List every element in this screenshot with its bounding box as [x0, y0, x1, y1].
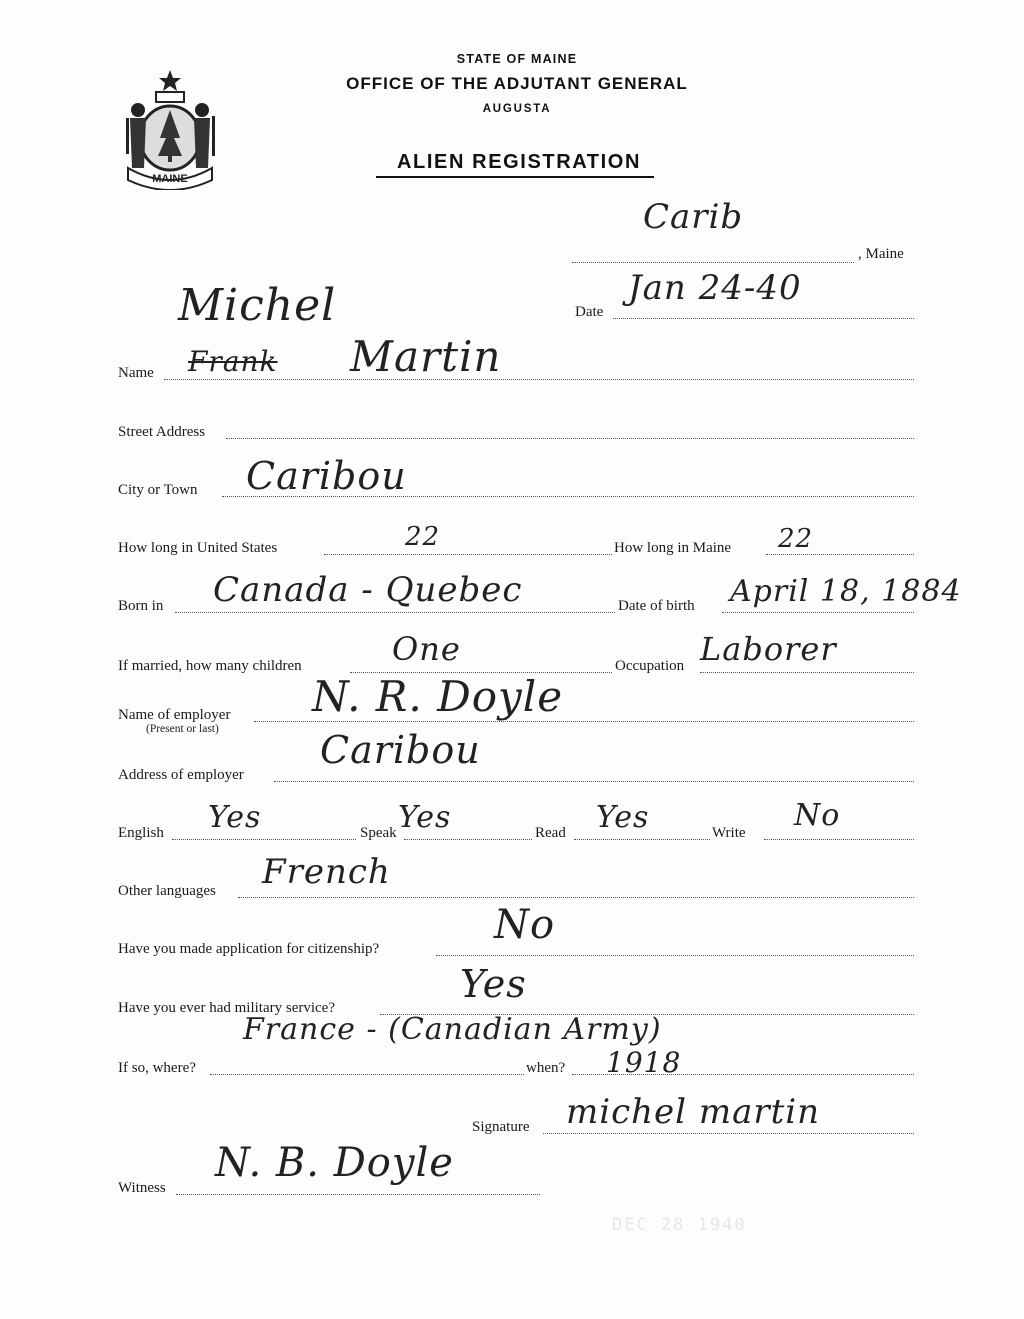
witness-value: N. B. Doyle [215, 1140, 454, 1186]
date-value: Jan 24-40 [628, 268, 802, 308]
military-label: Have you ever had military service? [118, 1000, 335, 1016]
employer-address-label: Address of employer [118, 767, 244, 783]
title-underline [376, 176, 654, 178]
seal-text: MAINE [152, 173, 188, 185]
header-state: STATE OF MAINE [456, 52, 578, 66]
employer-label: Name of employer [118, 707, 231, 723]
read-line [574, 839, 710, 840]
years-us-value: 22 [405, 522, 441, 552]
write-line [764, 839, 914, 840]
form-title: ALIEN REGISTRATION [397, 151, 641, 173]
when-label: when? [526, 1060, 566, 1076]
citizenship-value: No [494, 902, 556, 948]
employer-value: N. R. Doyle [312, 672, 564, 721]
struck-name-value: Frank [188, 345, 278, 378]
speak-value: Yes [398, 800, 452, 835]
children-value: One [392, 630, 461, 668]
occupation-line [700, 672, 914, 673]
years-maine-line [766, 554, 914, 555]
children-label: If married, how many children [118, 658, 302, 674]
dob-label: Date of birth [618, 598, 695, 614]
where-line [210, 1074, 524, 1075]
signature-label: Signature [472, 1119, 530, 1135]
english-label: English [118, 825, 164, 841]
where-value: France - (Canadian Army) [243, 1012, 662, 1047]
born-in-line [175, 612, 615, 613]
born-in-value: Canada - Quebec [213, 570, 523, 610]
header-city: AUGUSTA [482, 103, 552, 115]
read-value: Yes [596, 800, 650, 835]
witness-line [176, 1194, 540, 1195]
place-line [572, 262, 854, 263]
citizenship-label: Have you made application for citizenship? [118, 941, 380, 957]
faint-stamp: DEC 28 1940 [612, 1215, 747, 1235]
years-us-label: How long in United States [118, 540, 278, 556]
dob-value: April 18, 1884 [730, 574, 962, 609]
english-value: Yes [208, 800, 262, 835]
other-languages-value: French [262, 852, 391, 892]
years-us-line [324, 554, 612, 555]
read-label: Read [535, 825, 566, 841]
first-name-value: Michel [178, 280, 337, 331]
street-address-line [226, 438, 914, 439]
city-label: City or Town [118, 482, 198, 498]
military-value: Yes [460, 962, 527, 1006]
employer-address-line [274, 781, 914, 782]
signature-line [543, 1133, 914, 1134]
citizenship-line [436, 955, 914, 956]
employer-sub-label: (Present or last) [146, 723, 219, 735]
witness-label: Witness [118, 1180, 166, 1196]
occupation-label: Occupation [615, 658, 685, 674]
street-address-label: Street Address [118, 424, 206, 440]
speak-line [404, 839, 532, 840]
maine-label: , Maine [858, 246, 904, 262]
other-languages-line [238, 897, 914, 898]
date-line [613, 318, 914, 319]
years-maine-label: How long in Maine [614, 540, 732, 556]
years-maine-value: 22 [778, 524, 814, 554]
signature-value: michel martin [566, 1092, 821, 1132]
write-label: Write [712, 825, 746, 841]
last-name-value: Martin [350, 332, 502, 381]
date-label: Date [575, 304, 604, 320]
place-value: Carib [643, 197, 744, 237]
write-value: No [794, 798, 841, 833]
speak-label: Speak [360, 825, 397, 841]
header-office: OFFICE OF THE ADJUTANT GENERAL [346, 74, 688, 93]
born-in-label: Born in [118, 598, 164, 614]
english-line [172, 839, 356, 840]
city-value: Caribou [246, 454, 407, 498]
occupation-value: Laborer [700, 630, 837, 668]
other-languages-label: Other languages [118, 883, 216, 899]
where-label: If so, where? [118, 1060, 196, 1076]
employer-address-value: Caribou [320, 728, 481, 772]
dob-line [722, 612, 914, 613]
name-line [164, 379, 914, 380]
employer-line [254, 721, 914, 722]
when-value: 1918 [606, 1046, 682, 1079]
name-label: Name [118, 365, 154, 381]
